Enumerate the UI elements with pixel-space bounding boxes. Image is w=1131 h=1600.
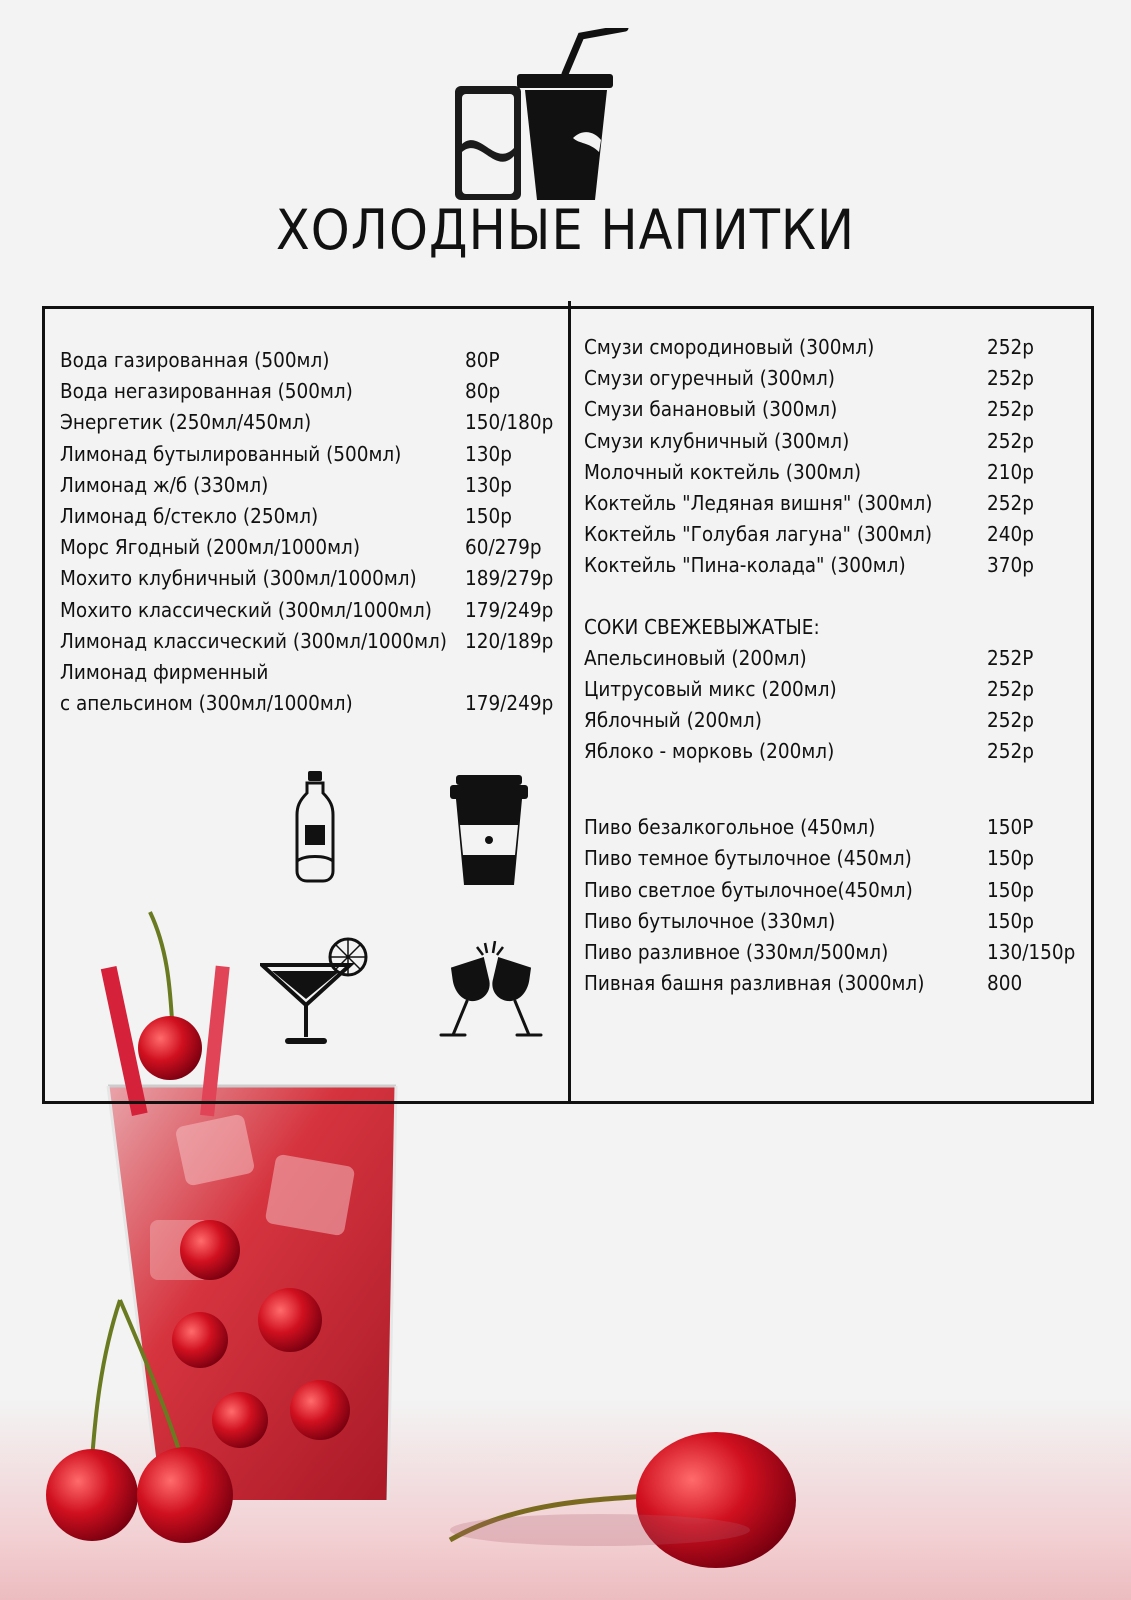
list-item bbox=[584, 937, 1084, 968]
item-name: Коктейль "Голубая лагуна" (300мл) bbox=[584, 522, 933, 547]
item-price: 60/279р bbox=[465, 535, 542, 560]
item-name: Морс Ягодный (200мл/1000мл) bbox=[60, 535, 361, 560]
item-name: Яблоко - морковь (200мл) bbox=[584, 739, 835, 764]
item-price: 252р bbox=[987, 707, 1034, 732]
spacer bbox=[584, 767, 1084, 812]
list-item bbox=[60, 657, 560, 688]
item-name: Пиво безалкогольное (450мл) bbox=[584, 815, 876, 840]
left-column bbox=[60, 345, 560, 719]
list-item bbox=[584, 363, 1084, 394]
list-item bbox=[60, 376, 560, 407]
item-name: Лимонад классический (300мл/1000мл) bbox=[60, 628, 448, 653]
item-price: 150Р bbox=[987, 815, 1034, 840]
item-price: 179/249р bbox=[465, 691, 554, 716]
list-item bbox=[584, 875, 1084, 906]
item-name: с апельсином (300мл/1000мл) bbox=[60, 691, 353, 716]
item-price: 252р bbox=[987, 366, 1034, 391]
list-item bbox=[60, 595, 560, 626]
item-name: Лимонад ж/б (330мл) bbox=[60, 472, 269, 497]
item-name: Мохито клубничный (300мл/1000мл) bbox=[60, 566, 417, 591]
list-item bbox=[584, 488, 1084, 519]
item-price: 80р bbox=[465, 379, 501, 404]
right-column bbox=[584, 332, 1084, 999]
item-price: 252р bbox=[987, 490, 1034, 515]
item-price: 252р bbox=[987, 335, 1034, 359]
item-name: Молочный коктейль (300мл) bbox=[584, 459, 862, 484]
list-item bbox=[584, 705, 1084, 736]
item-price: 150р bbox=[987, 877, 1034, 902]
list-item bbox=[60, 345, 560, 376]
item-name: Апельсиновый (200мл) bbox=[584, 645, 807, 670]
item-price: 80Р bbox=[465, 348, 500, 372]
item-price: 130р bbox=[465, 472, 512, 497]
list-item bbox=[60, 407, 560, 438]
juices-heading bbox=[584, 612, 1084, 643]
list-item bbox=[60, 532, 560, 563]
item-name: Вода газированная (500мл) bbox=[60, 348, 330, 372]
item-name: Лимонад бутылированный (500мл) bbox=[60, 441, 402, 466]
item-name: Вода негазированная (500мл) bbox=[60, 379, 353, 404]
list-item bbox=[60, 688, 560, 719]
item-name: Пиво разливное (330мл/500мл) bbox=[584, 940, 889, 964]
list-item bbox=[584, 457, 1084, 488]
list-item bbox=[584, 394, 1084, 425]
item-price: 252р bbox=[987, 397, 1034, 422]
list-item bbox=[584, 332, 1084, 363]
spacer bbox=[584, 582, 1084, 612]
item-name: Коктейль "Пина-колада" (300мл) bbox=[584, 553, 906, 578]
page-title: ХОЛОДНЫЕ НАПИТКИ bbox=[275, 198, 856, 262]
item-name: Пивная башня разливная (3000мл) bbox=[584, 971, 925, 996]
item-price: 370р bbox=[987, 553, 1034, 578]
can-and-cup-logo-icon bbox=[455, 28, 635, 206]
item-price: 252р bbox=[987, 428, 1034, 453]
item-price: 150/180р bbox=[465, 410, 554, 435]
list-item bbox=[584, 906, 1084, 937]
item-price: 252р bbox=[987, 676, 1034, 701]
item-name: Пиво светлое бутылочное(450мл) bbox=[584, 877, 913, 902]
item-name: Цитрусовый микс (200мл) bbox=[584, 676, 837, 701]
section-heading: СОКИ СВЕЖЕВЫЖАТЫЕ: bbox=[584, 614, 820, 639]
item-name: Мохито классический (300мл/1000мл) bbox=[60, 597, 432, 622]
takeaway-cup-icon bbox=[450, 775, 528, 887]
list-item bbox=[584, 968, 1084, 999]
list-item bbox=[584, 519, 1084, 550]
item-name: Смузи банановый (300мл) bbox=[584, 397, 838, 422]
item-price: 800 bbox=[987, 971, 1023, 996]
item-name: Лимонад б/стекло (250мл) bbox=[60, 503, 319, 528]
item-price: 120/189р bbox=[465, 628, 554, 653]
list-item bbox=[584, 736, 1084, 767]
item-name: Коктейль "Ледяная вишня" (300мл) bbox=[584, 490, 933, 515]
column-divider bbox=[568, 301, 571, 1104]
item-price: 150р bbox=[987, 908, 1034, 933]
item-price: 150р bbox=[465, 503, 512, 528]
item-name: Яблочный (200мл) bbox=[584, 707, 762, 732]
list-item bbox=[60, 626, 560, 657]
list-item bbox=[60, 563, 560, 594]
item-price: 252Р bbox=[987, 645, 1034, 670]
bottle-icon bbox=[295, 771, 335, 883]
item-price: 240р bbox=[987, 522, 1034, 547]
item-name: Энергетик (250мл/450мл) bbox=[60, 410, 312, 435]
cocktail-glass-icon bbox=[260, 937, 372, 1049]
menu-table bbox=[42, 306, 1094, 1104]
item-price: 179/249р bbox=[465, 597, 554, 622]
item-price: 130р bbox=[465, 441, 512, 466]
item-name: Смузи клубничный (300мл) bbox=[584, 428, 850, 453]
item-name: Лимонад фирменный bbox=[60, 659, 269, 684]
item-name: Смузи смородиновый (300мл) bbox=[584, 335, 875, 359]
list-item bbox=[584, 550, 1084, 581]
list-item bbox=[60, 470, 560, 501]
list-item bbox=[584, 843, 1084, 874]
list-item bbox=[584, 812, 1084, 843]
item-name: Смузи огуречный (300мл) bbox=[584, 366, 835, 391]
item-price: 130/150р bbox=[987, 940, 1076, 964]
wine-toast-icon bbox=[435, 941, 547, 1041]
item-price: 150р bbox=[987, 846, 1034, 871]
list-item bbox=[584, 643, 1084, 674]
item-price: 252р bbox=[987, 739, 1034, 764]
item-price: 189/279р bbox=[465, 566, 554, 591]
item-name: Пиво темное бутылочное (450мл) bbox=[584, 846, 912, 871]
item-name: Пиво бутылочное (330мл) bbox=[584, 908, 836, 933]
list-item bbox=[60, 501, 560, 532]
bottom-fade bbox=[0, 1400, 1131, 1600]
list-item bbox=[584, 674, 1084, 705]
list-item bbox=[584, 426, 1084, 457]
list-item bbox=[60, 439, 560, 470]
item-price: 210р bbox=[987, 459, 1034, 484]
